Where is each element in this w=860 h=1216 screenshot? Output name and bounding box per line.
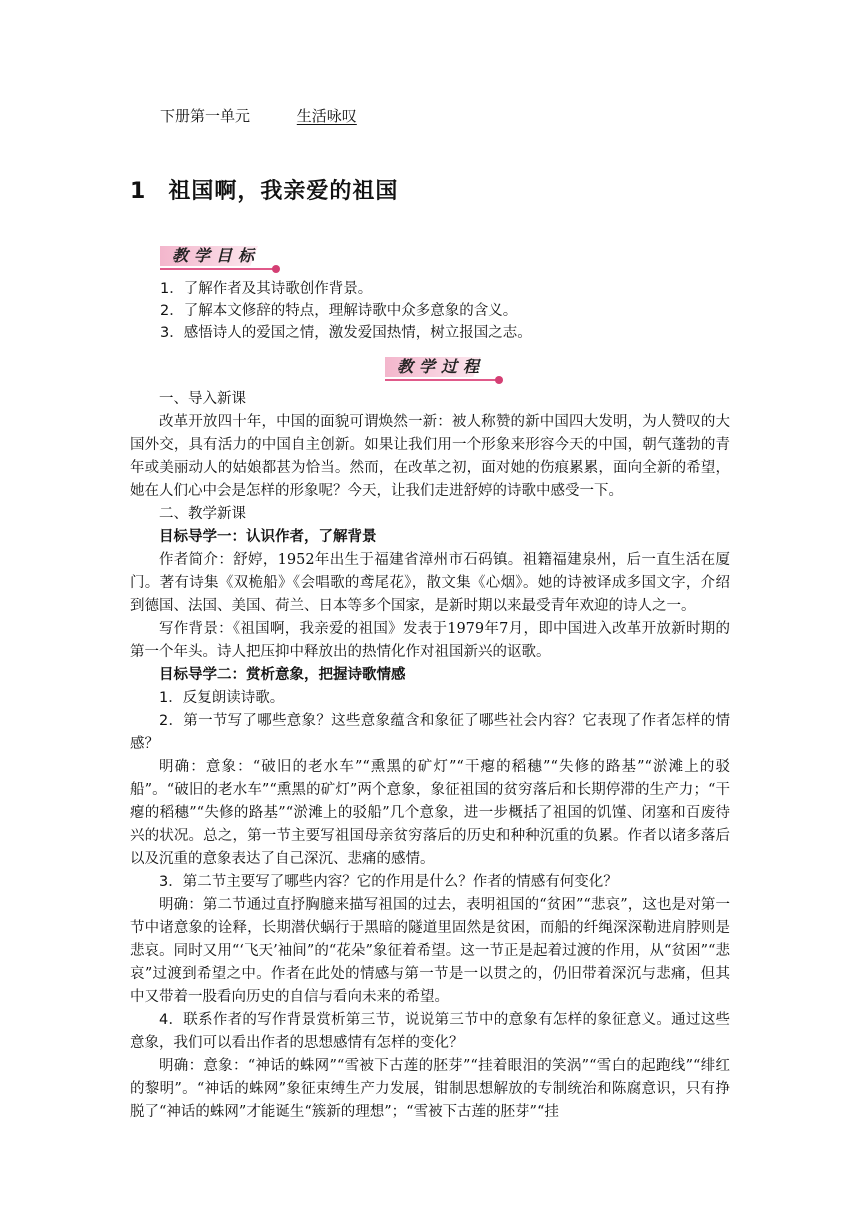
banner-dot-icon [495, 376, 503, 384]
paragraph: 3．第二节主要写了哪些内容？它的作用是什么？作者的情感有何变化？ [159, 874, 618, 890]
lesson-title-text: 祖国啊，我亲爱的祖国 [168, 179, 399, 204]
unit-label: 下册第一单元 [160, 107, 251, 125]
banner-underline [160, 268, 274, 270]
paragraph: 2．第一节写了哪些意象？这些意象蕴含和象征了哪些社会内容？它表现了作者怎样的情感？ [130, 713, 730, 752]
goal-item: 1．了解作者及其诗歌创作背景。 [160, 281, 373, 297]
banner-dot-icon [272, 265, 280, 273]
goal-item: 2．了解本文修辞的特点，理解诗歌中众多意象的含义。 [160, 303, 518, 319]
paragraph: 写作背景：《祖国啊，我亲爱的祖国》发表于1979年7月，即中国进入改革开放新时期的第一个年头。诗人把压抑中释放出的热情化作对祖国新兴的讴歌。 [130, 621, 730, 660]
paragraph: 改革开放四十年，中国的面貌可谓焕然一新：被人称赞的新中国四大发明，为人赞叹的大国外交，具有活力的中国自主创新。如果让我们用一个形象来形容今天的中国，朝气蓬勃的青年或美丽动人的姑娘都甚为恰当。然而，在改革之初，面对她的伤痕累累，面向全新的希望，她在人们心中会是怎样的形象呢？今天，让我们走进舒婷的诗歌中感受一下。 [130, 414, 730, 499]
goal-item: 3．感悟诗人的爱国之情，激发爱国热情，树立报国之志。 [160, 325, 532, 341]
unit-topic: 生活咏叹 [296, 107, 357, 125]
paragraph: 明确：意象：“破旧的老水车”“熏黑的矿灯”“干瘪的稻穗”“失修的路基”“淤滩上的驳船”。“破旧的老水车”“熏黑的矿灯”两个意象，象征祖国的贫穷落后和长期停滞的生产力；“干瘪的稻穗”“失修的路基”“淤滩上的驳船”几个意象，进一步概括了祖国的饥馑、闭塞和百废待兴的状况。总之，第一节主要写祖国母亲贫穷落后的历史和种种沉重的负累。作者以诸多落后以及沉重的意象表达了自己深沉、悲痛的感情。 [130, 759, 730, 867]
lesson-body [130, 388, 730, 1124]
banner-underline [385, 379, 497, 381]
banner-label: 教学目标 [172, 246, 261, 265]
paragraph: 明确：意象：“神话的蛛网”“雪被下古莲的胚芽”“挂着眼泪的笑涡”“雪白的起跑线”“绯红的黎明”。“神话的蛛网”象征束缚生产力发展，钳制思想解放的专制统治和陈腐意识，只有挣脱了“神话的蛛网”才能诞生“簇新的理想”；“雪被下古莲的胚芽”“挂 [130, 1058, 730, 1120]
subsection-heading: 目标导学一：认识作者，了解背景 [159, 529, 377, 545]
section-heading: 一、导入新课 [159, 391, 246, 407]
paragraph: 1．反复朗读诗歌。 [159, 690, 285, 706]
paragraph: 4．联系作者的写作背景赏析第三节，说说第三节中的意象有怎样的象征意义。通过这些意象，我们可以看出作者的思想感情有怎样的变化？ [130, 1012, 730, 1051]
section-heading: 二、教学新课 [159, 506, 246, 522]
lesson-number: 1 [130, 179, 147, 204]
subsection-heading: 目标导学二：赏析意象，把握诗歌情感 [159, 667, 406, 683]
section-banner-goals [160, 242, 280, 270]
paragraph: 作者简介：舒婷，1952年出生于福建省漳州市石码镇。祖籍福建泉州，后一直生活在厦门。著有诗集《双桅船》《会唱歌的鸢尾花》，散文集《心烟》。她的诗被译成多国文字，介绍到德国、法国、美国、荷兰、日本等多个国家，是新时期以来最受青年欢迎的诗人之一。 [130, 552, 730, 614]
page-header [160, 105, 357, 126]
goals-list [160, 278, 532, 344]
banner-label: 教学过程 [397, 357, 486, 376]
lesson-title [130, 174, 398, 205]
section-banner-process [385, 353, 503, 381]
paragraph: 明确：第二节通过直抒胸臆来描写祖国的过去，表明祖国的“贫困”“悲哀”，这也是对第一节中诸意象的诠释，长期潜伏蜗行于黑暗的隧道里固然是贫困，而船的纤绳深深勒进肩脖则是悲哀。同时又用“‘飞天’袖间”的“花朵”象征着希望。这一节正是起着过渡的作用，从“贫困”“悲哀”过渡到希望之中。作者在此处的情感与第一节是一以贯之的，仍旧带着深沉与悲痛，但其中又带着一股看向历史的自信与看向未来的希望。 [130, 897, 730, 1005]
